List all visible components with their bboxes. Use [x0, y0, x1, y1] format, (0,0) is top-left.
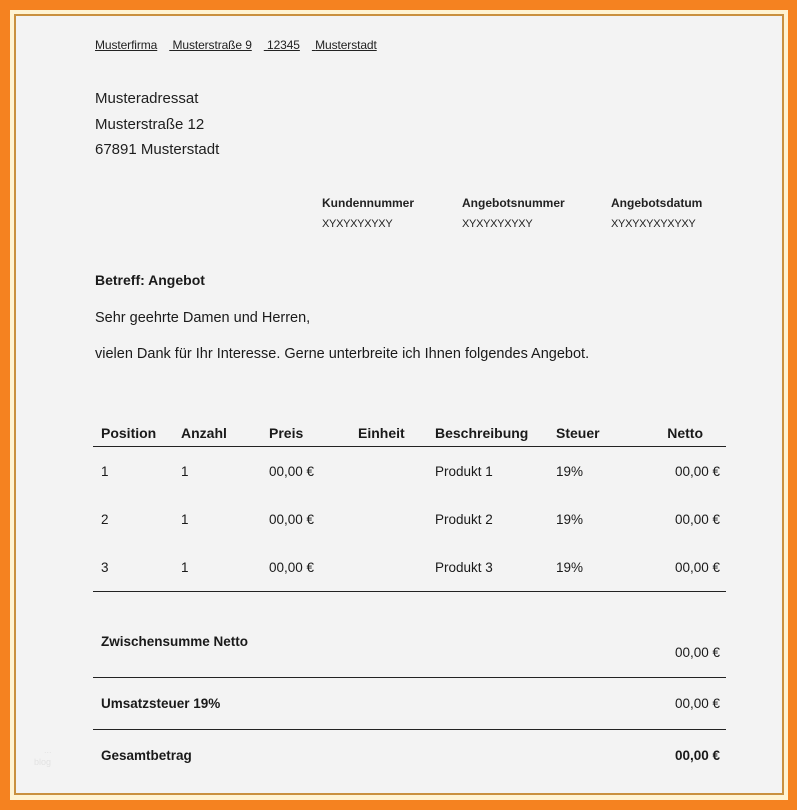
table-header-beschreibung: Beschreibung [435, 425, 529, 441]
cell-steuer: 19% [556, 464, 584, 479]
table-header-steuer: Steuer [556, 425, 600, 441]
cell-beschreibung: Produkt 1 [435, 464, 493, 479]
cell-preis: 00,00 € [269, 464, 315, 479]
salutation: Sehr geehrte Damen und Herren, [95, 310, 311, 326]
meta-offer-date [611, 196, 702, 230]
cell-position: 1 [101, 464, 109, 479]
subtotal-value: 00,00 € [674, 645, 720, 660]
cell-position: 3 [101, 560, 109, 575]
cell-beschreibung: Produkt 2 [435, 512, 493, 527]
meta-value: XYXYXYXYXY [322, 218, 393, 230]
sender-company: Musterfirma [95, 38, 158, 52]
table-bottom-divider [93, 591, 726, 592]
watermark-line-2: blog [34, 757, 52, 767]
meta-offer-number [462, 196, 565, 230]
table-header-preis: Preis [269, 425, 304, 441]
meta-value: XYXYXYXYXYXY [611, 218, 696, 230]
cell-preis: 00,00 € [269, 512, 315, 527]
recipient-street: Musterstraße 12 [95, 115, 205, 133]
cell-steuer: 19% [556, 560, 584, 575]
cell-steuer: 19% [556, 512, 584, 527]
cell-anzahl: 1 [181, 464, 189, 479]
table-header-position: Position [101, 425, 157, 441]
meta-label: Kundennummer [322, 196, 415, 210]
table-header-anzahl: Anzahl [181, 425, 227, 441]
subject-line: Betreff: Angebot [95, 272, 205, 288]
meta-label: Angebotsnummer [462, 196, 565, 210]
tax-label: Umsatzsteuer 19% [101, 696, 221, 711]
cell-anzahl: 1 [181, 512, 189, 527]
cell-anzahl: 1 [181, 560, 189, 575]
tax-divider [93, 729, 726, 730]
cell-position: 2 [101, 512, 109, 527]
sender-zip: 12345 [267, 38, 300, 52]
cell-netto: 00,00 € [674, 464, 720, 479]
sender-address-line [95, 38, 377, 52]
table-header-einheit: Einheit [358, 425, 405, 441]
sender-street: Musterstraße 9 [172, 38, 252, 52]
total-label: Gesamtbetrag [101, 748, 192, 763]
total-value: 00,00 € [674, 748, 720, 763]
table-header-netto: Netto [667, 425, 703, 441]
meta-value: XYXYXYXYXY [462, 218, 533, 230]
intro-text: vielen Dank für Ihr Interesse. Gerne unterbreite ich Ihnen folgendes Angebot. [95, 346, 590, 362]
sender-city: Musterstadt [315, 38, 377, 52]
subtotal-label: Zwischensumme Netto [101, 634, 249, 649]
recipient-name: Musteradressat [95, 90, 199, 107]
watermark-line-1: ... [44, 745, 52, 755]
recipient-city: 67891 Musterstadt [95, 141, 220, 158]
watermark [34, 744, 52, 768]
cell-preis: 00,00 € [269, 560, 315, 575]
subtotal-divider [93, 677, 726, 678]
tax-value: 00,00 € [674, 696, 720, 711]
table-header-divider [93, 446, 726, 447]
cell-beschreibung: Produkt 3 [435, 560, 493, 575]
meta-label: Angebotsdatum [611, 196, 703, 210]
document-page [16, 16, 782, 793]
meta-customer-number [322, 196, 414, 230]
recipient-address [95, 86, 219, 163]
cell-netto: 00,00 € [674, 512, 720, 527]
cell-netto: 00,00 € [674, 560, 720, 575]
